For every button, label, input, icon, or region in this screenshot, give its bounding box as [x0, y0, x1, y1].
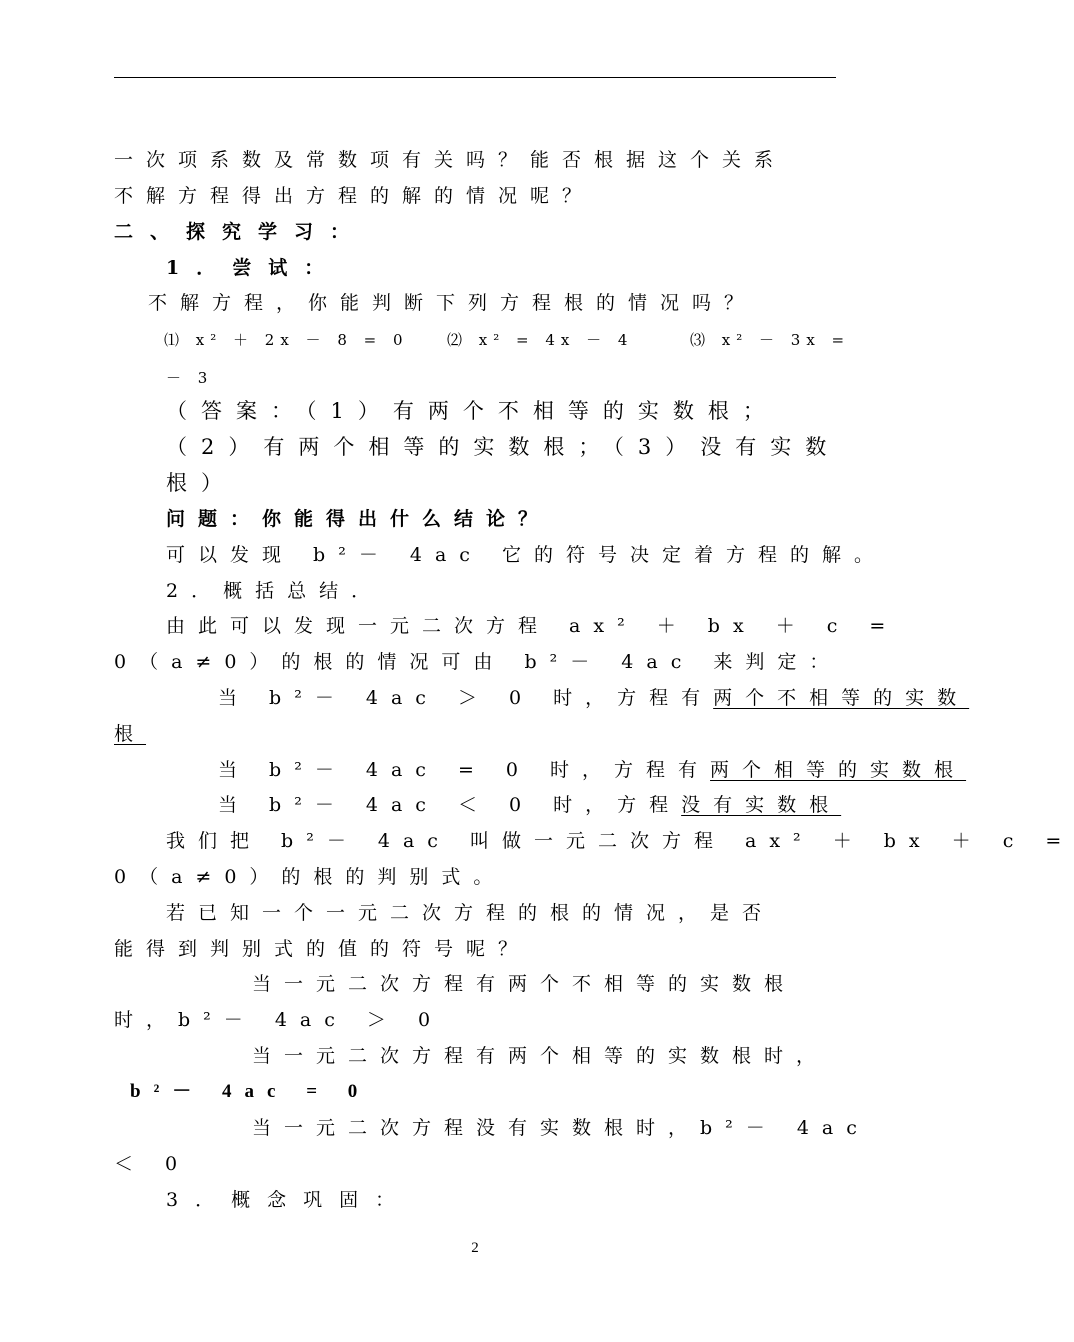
- page-number: 2: [471, 1240, 479, 1256]
- condition-text: 当 b²－ 4ac = 0 时，方程有: [218, 759, 711, 781]
- answer-line: （2）有两个相等的实数根；（3）没有实数: [166, 435, 841, 459]
- condition-line: [218, 758, 966, 782]
- subsection-heading: 1．尝试：: [166, 257, 341, 279]
- text-line: 由此可以发现一元二次方程 ax² ＋ bx ＋ c =: [166, 615, 899, 637]
- text-line: 时，b²－ 4ac ＞ 0: [114, 1009, 444, 1031]
- text-line: ＜ 0: [114, 1153, 191, 1175]
- condition-answer: 两个不相等的实数: [713, 687, 970, 709]
- condition-text: 当 b²－ 4ac ＜ 0 时，方程: [218, 794, 682, 816]
- subsection-heading: 2．概括总结．: [166, 580, 384, 602]
- text-line: 可以发现 b²－ 4ac 它的符号决定着方程的解。: [166, 544, 886, 566]
- equation-3: ⑶ x² － 3x =: [690, 331, 851, 349]
- text-line: 我们把 b²－ 4ac 叫做一元二次方程 ax² ＋ bx ＋ c =: [166, 830, 1074, 852]
- text-line: 若已知一个一元二次方程的根的情况，是否: [166, 902, 775, 924]
- section-heading: 二、探究学习：: [114, 221, 367, 243]
- condition-answer-cont: 根: [114, 723, 147, 745]
- text-line: 0（a≠0）的根的判别式。: [114, 866, 506, 888]
- text-line: 当一元二次方程没有实数根时，b²－ 4ac: [252, 1117, 870, 1139]
- text-line: 一次项系数及常数项有关吗？能否根据这个关系: [114, 149, 787, 171]
- subsection-heading: 3．概念巩固：: [166, 1189, 412, 1211]
- condition-text: 当 b²－ 4ac ＞ 0 时，方程有: [218, 687, 714, 709]
- condition-answer: 两个相等的实数根: [710, 759, 967, 781]
- text-line: b²－ 4ac = 0: [130, 1081, 371, 1102]
- equation-1: ⑴ x² ＋ 2x － 8 = 0: [164, 331, 409, 349]
- header-rule: [114, 77, 836, 78]
- answer-line: 根）: [166, 471, 236, 495]
- text-line: 当一元二次方程有两个相等的实数根时，: [252, 1045, 829, 1067]
- equation-3-cont: － 3: [166, 369, 214, 387]
- condition-line: [218, 793, 841, 817]
- text-line: 不解方程得出方程的解的情况呢？: [114, 185, 595, 207]
- condition-line: [218, 686, 969, 710]
- answer-line: （答案：（1）有两个不相等的实数根；: [166, 399, 778, 423]
- text-line: 0（a≠0）的根的情况可由 b²－ 4ac 来判定：: [114, 651, 842, 673]
- text-line: 不解方程，你能判断下列方程根的情况吗？: [148, 292, 757, 314]
- text-line: 能得到判别式的值的符号呢？: [114, 938, 531, 960]
- text-line: 当一元二次方程有两个不相等的实数根: [252, 973, 797, 995]
- question-line: 问题：你能得出什么结论？: [166, 508, 551, 530]
- condition-answer: 没有实数根: [681, 794, 842, 816]
- equation-2: ⑵ x² = 4x － 4: [447, 331, 634, 349]
